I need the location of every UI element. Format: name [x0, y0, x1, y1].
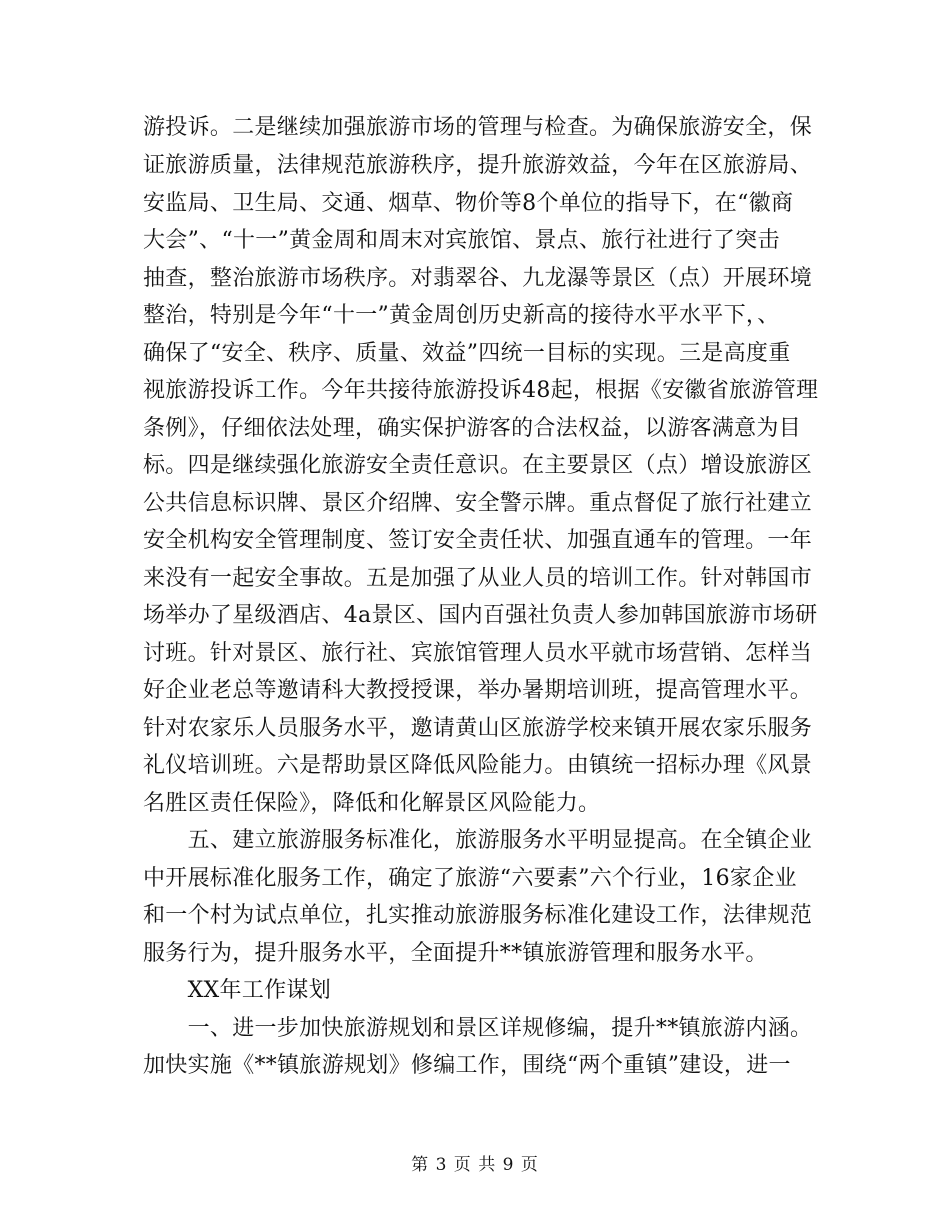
- body-text-line: 来没有一起安全事故。五是加强了从业人员的培训工作。针对韩国市: [143, 566, 813, 591]
- body-text-line: 礼仪培训班。六是帮助景区降低风险能力。由镇统一招标办理《风景: [143, 753, 813, 778]
- section-heading-work-plan: XX年工作谋划: [143, 978, 332, 1003]
- body-text-line: 抽查，整治旅游市场秩序。对翡翠谷、九龙瀑等景区（点）开展环境: [143, 266, 813, 291]
- body-text-line: 安监局、卫生局、交通、烟草、物价等8个单位的指导下，在“徽商: [143, 191, 794, 216]
- body-text-line: 游投诉。二是继续加强旅游市场的管理与检查。为确保旅游安全，保: [143, 115, 813, 140]
- body-text-line: 整治，特别是今年“十一”黄金周创历史新高的接待水平水平下，、: [143, 303, 780, 328]
- body-text-line: 名胜区责任保险》，降低和化解景区风险能力。: [143, 791, 601, 816]
- body-text-line: 视旅游投诉工作。今年共接待旅游投诉48起，根据《安徽省旅游管理: [143, 378, 819, 403]
- body-text-line: 条例》，仔细依法处理，确实保护游客的合法权益，以游客满意为目: [143, 416, 802, 441]
- body-text-line: 大会”、“十一”黄金周和周末对宾旅馆、景点、旅行社进行了突击: [143, 228, 780, 253]
- body-text-line: 加快实施《**镇旅游规划》修编工作，围绕“两个重镇”建设，进一: [143, 1053, 791, 1078]
- body-text-line: 标。四是继续强化旅游安全责任意识。在主要景区（点）增设旅游区: [143, 453, 813, 478]
- body-text-line: 好企业老总等邀请科大教授授课，举办暑期培训班，提高管理水平。: [143, 678, 813, 703]
- body-text-line: 安全机构安全管理制度、签订安全责任状、加强直通车的管理。一年: [143, 528, 813, 553]
- body-text-line: 讨班。针对景区、旅行社、宾旅馆管理人员水平就市场营销、怎样当: [143, 641, 813, 666]
- body-text-line: 和一个村为试点单位，扎实推动旅游服务标准化建设工作，法律规范: [143, 903, 813, 928]
- body-text-line: 场举办了星级酒店、4a景区、国内百强社负责人参加韩国旅游市场研: [143, 603, 818, 628]
- plan-item-one-line: 一、进一步加快旅游规划和景区详规修编，提升**镇旅游内涵。: [143, 1016, 813, 1041]
- page-number-footer: 第 3 页 共 9 页: [411, 1155, 539, 1175]
- section-five-paragraph-line: 五、建立旅游服务标准化，旅游服务水平明显提高。在全镇企业: [143, 828, 813, 853]
- body-text-line: 服务行为，提升服务水平，全面提升**镇旅游管理和服务水平。: [143, 941, 768, 966]
- body-text-line: 公共信息标识牌、景区介绍牌、安全警示牌。重点督促了旅行社建立: [143, 491, 813, 516]
- body-text-line: 证旅游质量，法律规范旅游秩序，提升旅游效益，今年在区旅游局、: [143, 153, 813, 178]
- body-text-line: 确保了“安全、秩序、质量、效益”四统一目标的实现。三是高度重: [143, 341, 791, 366]
- body-text-line: 针对农家乐人员服务水平，邀请黄山区旅游学校来镇开展农家乐服务: [143, 716, 813, 741]
- body-text-line: 中开展标准化服务工作，确定了旅游“六要素”六个行业，16家企业: [143, 866, 797, 891]
